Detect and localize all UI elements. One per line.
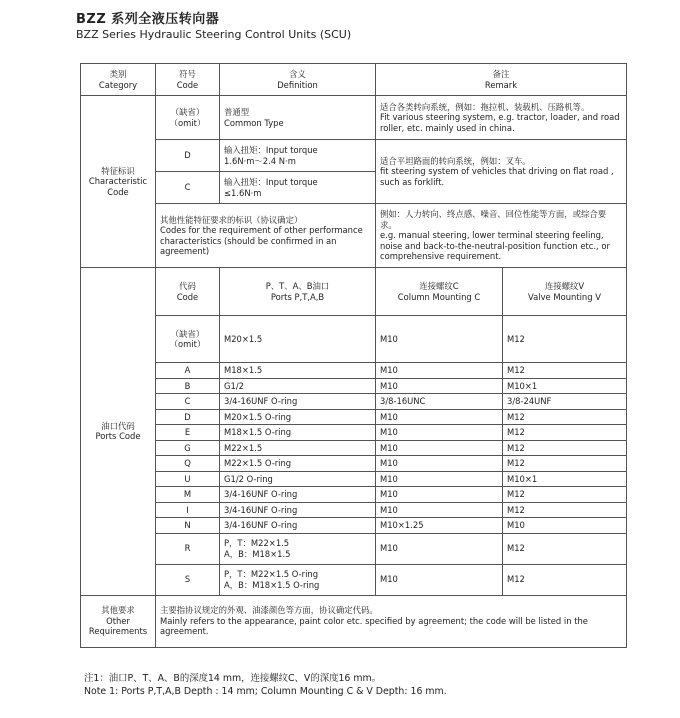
- port-valve-cell: M10: [503, 518, 627, 534]
- port-valve-cell: M10×1: [503, 471, 627, 487]
- port-valve-cell: M12: [503, 456, 627, 472]
- port-code-cell: A: [156, 363, 220, 379]
- port-code-cell: N: [156, 518, 220, 534]
- port-thread-cell: 3/4-16UNF O-ring: [220, 394, 376, 410]
- port-thread-cell: G1/2: [220, 378, 376, 394]
- page-title-chinese: BZZ 系列全液压转向器: [76, 12, 220, 27]
- port-valve-cell: M12: [503, 409, 627, 425]
- char-definition-cell: 普通型 Common Type: [220, 96, 376, 140]
- port-valve-cell: M12: [503, 502, 627, 518]
- port-code-cell: I: [156, 502, 220, 518]
- port-thread-cell: 3/4-16UNF O-ring: [220, 487, 376, 503]
- table-row: [81, 440, 627, 456]
- port-column-cell: 3/8-16UNC: [376, 394, 503, 410]
- table-row: [81, 456, 627, 472]
- characteristic-category: 特征标识 Characteristic Code: [81, 96, 156, 268]
- table-row: [81, 204, 627, 268]
- port-valve-cell: M12: [503, 533, 627, 564]
- note-chinese: 注1：油口P、T、A、B的深度14 mm，连接螺纹C、V的深度16 mm。: [84, 673, 381, 684]
- table-row: [81, 378, 627, 394]
- other-requirements-row: [81, 595, 627, 647]
- ports-header-valve: 连接螺纹V Valve Mounting V: [503, 268, 627, 316]
- port-valve-cell: M12: [503, 316, 627, 363]
- table-row: [81, 471, 627, 487]
- char-other-definition: 其他性能特征要求的标识（协议确定） Codes for the requirement of other performance characteristics (should be confirmed in an agreement): [156, 204, 376, 268]
- table-row: [81, 316, 627, 363]
- port-valve-cell: M12: [503, 363, 627, 379]
- table-row: [81, 140, 627, 172]
- port-column-cell: M10: [376, 456, 503, 472]
- port-valve-cell: M12: [503, 425, 627, 441]
- port-column-cell: M10: [376, 487, 503, 503]
- port-column-cell: M10: [376, 440, 503, 456]
- other-category: 其他要求 Other Requirements: [81, 595, 156, 647]
- char-code-cell: （缺省） （omit）: [156, 96, 220, 140]
- port-thread-cell: M20×1.5: [220, 316, 376, 363]
- specification-table: [80, 63, 627, 648]
- port-valve-cell: 3/8-24UNF: [503, 394, 627, 410]
- port-thread-cell: P，T：M22×1.5 O-ring A，B：M18×1.5 O-ring: [220, 564, 376, 595]
- char-code-cell: C: [156, 172, 220, 204]
- port-thread-cell: M20×1.5 O-ring: [220, 409, 376, 425]
- table-row: [81, 96, 627, 140]
- other-text: 主要指协议规定的外观、油漆颜色等方面，协议确定代码。 Mainly refers to the appearance, paint color etc. specified by agreement; the code will be listed in the agreement.: [156, 595, 627, 647]
- port-code-cell: M: [156, 487, 220, 503]
- ports-header-column: 连接螺纹C Column Mounting C: [376, 268, 503, 316]
- port-code-cell: B: [156, 378, 220, 394]
- ports-header-ptab: P、T、A、B油口 Ports P,T,A,B: [220, 268, 376, 316]
- port-code-cell: R: [156, 533, 220, 564]
- table-row: [81, 533, 627, 564]
- port-valve-cell: M12: [503, 440, 627, 456]
- port-code-cell: D: [156, 409, 220, 425]
- table-row: [81, 409, 627, 425]
- port-column-cell: M10: [376, 564, 503, 595]
- port-thread-cell: 3/4-16UNF O-ring: [220, 502, 376, 518]
- table-row: [81, 394, 627, 410]
- header-definition: 含义 Definition: [220, 64, 376, 96]
- port-valve-cell: M12: [503, 487, 627, 503]
- note-english: Note 1: Ports P,T,A,B Depth : 14 mm; Column Mounting C & V Depth: 16 mm.: [84, 686, 447, 697]
- port-valve-cell: M10×1: [503, 378, 627, 394]
- char-other-remark: 例如：人力转向、终点感、噪音、回位性能等方面，或综合要求。 e.g. manual steering, lower terminal steering feeling, noise and back-to-the-neutral-position function etc., or comprehensive requirement.: [376, 204, 627, 268]
- ports-category: 油口代码 Ports Code: [81, 268, 156, 596]
- port-thread-cell: M18×1.5 O-ring: [220, 425, 376, 441]
- table-row: [81, 502, 627, 518]
- table-row: [81, 564, 627, 595]
- page-title-english: BZZ Series Hydraulic Steering Control Units (SCU): [76, 28, 352, 41]
- char-definition-cell: 输入扭矩：Input torque 1.6N·m～2.4 N·m: [220, 140, 376, 172]
- port-code-cell: E: [156, 425, 220, 441]
- table-header-row: [81, 64, 627, 96]
- ports-header-row: [81, 268, 627, 316]
- port-column-cell: M10: [376, 409, 503, 425]
- char-definition-cell: 输入扭矩：Input torque ≤1.6N·m: [220, 172, 376, 204]
- ports-header-code: 代码 Code: [156, 268, 220, 316]
- char-remark-cell: 适合各类转向系统，例如：拖拉机、装载机、压路机等。 Fit various steering system, e.g. tractor, loader, and road roller, etc. mainly used in china.: [376, 96, 627, 140]
- port-column-cell: M10: [376, 363, 503, 379]
- port-column-cell: M10: [376, 425, 503, 441]
- port-column-cell: M10: [376, 533, 503, 564]
- port-column-cell: M10: [376, 502, 503, 518]
- port-code-cell: C: [156, 394, 220, 410]
- table-row: [81, 518, 627, 534]
- port-code-cell: Q: [156, 456, 220, 472]
- port-column-cell: M10: [376, 378, 503, 394]
- table-row: [81, 425, 627, 441]
- header-remark: 备注 Remark: [376, 64, 627, 96]
- header-code: 符号 Code: [156, 64, 220, 96]
- port-thread-cell: M22×1.5 O-ring: [220, 456, 376, 472]
- port-code-cell: G: [156, 440, 220, 456]
- port-thread-cell: M18×1.5: [220, 363, 376, 379]
- header-category: 类别 Category: [81, 64, 156, 96]
- table-row: [81, 363, 627, 379]
- port-column-cell: M10: [376, 471, 503, 487]
- port-thread-cell: M22×1.5: [220, 440, 376, 456]
- port-code-cell: U: [156, 471, 220, 487]
- char-code-cell: D: [156, 140, 220, 172]
- table-row: [81, 487, 627, 503]
- char-remark-cell: 适合平坦路面的转向系统，例如：叉车。 fit steering system of vehicles that driving on flat road , such as forklift.: [376, 140, 627, 204]
- port-code-cell: S: [156, 564, 220, 595]
- port-thread-cell: P，T：M22×1.5 A，B：M18×1.5: [220, 533, 376, 564]
- port-valve-cell: M12: [503, 564, 627, 595]
- port-column-cell: M10: [376, 316, 503, 363]
- port-thread-cell: 3/4-16UNF O-ring: [220, 518, 376, 534]
- port-thread-cell: G1/2 O-ring: [220, 471, 376, 487]
- port-code-cell: （缺省） （omit）: [156, 316, 220, 363]
- port-column-cell: M10×1.25: [376, 518, 503, 534]
